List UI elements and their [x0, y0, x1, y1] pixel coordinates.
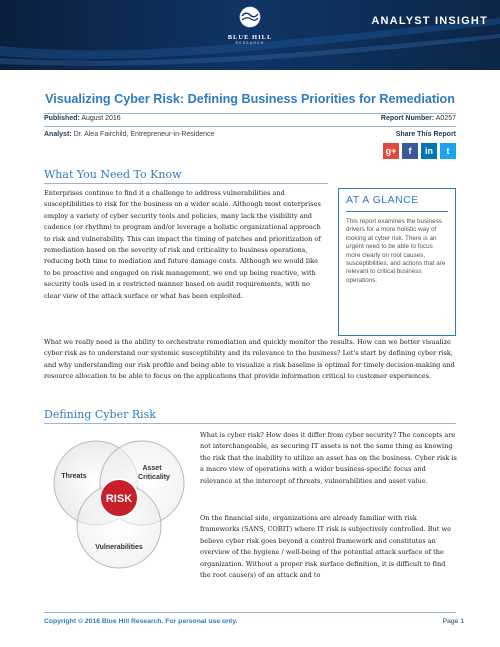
- paragraph: What is cyber risk? How does it differ from cyber security? The concepts are not interchangeable, as securing IT assets is not the same thing as knowing the risk that the inability to utilize an asset has on the business. Cyber risk is a macro view of operations with a wider business-specific focus and relevance at the intercept of threats, vulnerabilities and asset value.: [200, 431, 457, 485]
- page-number: Page 1: [442, 618, 464, 625]
- share-label: Share This Report: [395, 131, 456, 138]
- paragraph: On the financial side, organizations are already familiar with risk frameworks (SANS, COBIT) where IT risk is subjectively controlled. But we believe cyber risk goes beyond a control framework and constitutes an overview of the hygiene / well-being of the potential attack surface of the organization. Without a proper risk surface definition, it is difficult to find the root cause(s) of an attack and to: [200, 514, 451, 580]
- venn-asset-label-2: Criticality: [138, 474, 170, 481]
- divider: [346, 211, 448, 212]
- analyst-value: Dr. Alea Fairchild, Entrepreneur-in-Residence: [73, 131, 215, 138]
- linkedin-icon[interactable]: in: [421, 143, 437, 159]
- published-value: August 2016: [81, 115, 121, 122]
- venn-asset-label-1: Asset: [142, 465, 162, 472]
- analyst-label: Analyst:: [44, 131, 72, 138]
- analyst-info: [44, 131, 214, 138]
- blue-hill-logo: [222, 6, 278, 45]
- header-band: [0, 0, 500, 70]
- published-info: [44, 115, 121, 122]
- report-number-value: A0257: [435, 115, 456, 122]
- report-number-info: [381, 115, 456, 122]
- logo-brand-sub: RESEARCH: [235, 41, 265, 45]
- section-heading-defining: Defining Cyber Risk: [44, 408, 156, 421]
- social-share-bar: [383, 143, 456, 159]
- paragraph: What we really need is the ability to orchestrate remediation and quickly monitor the results. How can we better visualize cyber risk as to understand our systemic susceptibility and its relevance to the business? Let's start by defining cyber risk, and why understanding our risk profile and being able to visualize a risk baseline is optimal for timely decision-making and resource allocation to be able to focus on the applications that provide information critical to customer experiences.: [44, 338, 455, 381]
- glance-text: This report examines the business drivers for a more holistic way of looking at cyber risk. There is an urgent need to be able to focus more clearly on root causes, susceptibilities, and actions that are relevant to critical business operations.: [346, 218, 446, 284]
- paragraph: Enterprises continue to find it a challenge to address vulnerabilities and susceptibilities to risk for the business on a wider scale. Although most enterprises employ a variety of cyber security tools and policies, many lack the visibility and cadence (or rhythm) to program and/or leverage a holistic organizational approach to risk and vulnerability. This can impact the timing of patches and prioritization of remediation based on the severity of risk and criticality to business operations, reducing both time to mediation and future damage costs. Although we would like to be proactive and engaged on risk management, we end up being reactive, with security tools used in a restricted manner based on audit requirements, with no clear view of the attack surface or what has been exploited.: [44, 189, 321, 300]
- divider: [44, 183, 328, 184]
- section-heading-what: What You Need To Know: [44, 168, 182, 181]
- twitter-icon[interactable]: t: [440, 143, 456, 159]
- venn-threats-label: Threats: [61, 473, 87, 480]
- section-label: ANALYST INSIGHT: [371, 15, 488, 27]
- report-number-label: Report Number:: [380, 115, 435, 122]
- glance-heading: AT A GLANCE: [346, 194, 419, 206]
- facebook-icon[interactable]: f: [402, 143, 418, 159]
- risk-venn-diagram: [44, 428, 194, 588]
- at-a-glance-box: [338, 188, 456, 336]
- logo-brand: BLUE HILL: [227, 34, 273, 41]
- globe-logo-icon: [239, 6, 261, 28]
- published-label: Published:: [44, 115, 80, 122]
- footer-divider: [44, 612, 456, 613]
- google-plus-icon[interactable]: g+: [383, 143, 399, 159]
- divider: [44, 126, 456, 127]
- divider: [44, 423, 456, 424]
- venn-risk-label: RISK: [105, 493, 133, 505]
- divider: [44, 113, 456, 114]
- page-title: Visualizing Cyber Risk: Defining Business Priorities for Remediation: [45, 92, 455, 106]
- footer-copyright: Copyright © 2016 Blue Hill Research. For personal use only.: [44, 618, 238, 625]
- venn-vulnerabilities-label: Vulnerabilities: [95, 544, 143, 551]
